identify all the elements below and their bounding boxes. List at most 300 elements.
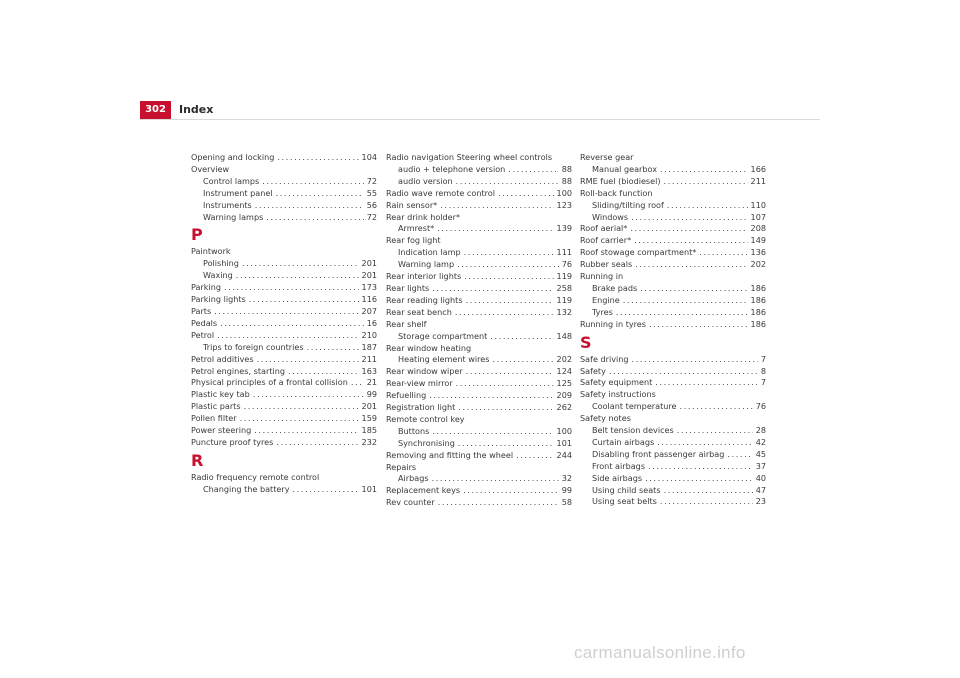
- index-entry: [386, 450, 572, 462]
- entry-page: 173: [361, 282, 377, 293]
- entry-page: 232: [361, 436, 377, 447]
- dot-leader: [616, 307, 748, 319]
- entry-label: Petrol additives: [191, 353, 254, 364]
- index-entry: [386, 295, 572, 307]
- entry-page: 100: [556, 425, 572, 436]
- entry-page: 123: [556, 199, 572, 210]
- entry-page: 208: [750, 223, 766, 234]
- entry-page: 185: [361, 425, 377, 436]
- entry-page: 244: [556, 449, 572, 460]
- index-subentry: [386, 247, 572, 259]
- index-entry: [386, 366, 572, 378]
- dot-leader: [214, 306, 358, 318]
- dot-leader: [351, 377, 364, 389]
- dot-leader: [224, 282, 359, 294]
- page-header: [140, 101, 820, 120]
- entry-label: Rear interior lights: [386, 271, 462, 282]
- entry-label: Power steering: [191, 425, 252, 436]
- entry-label: Rubber seals: [580, 259, 633, 270]
- entry-label: Storage compartment: [398, 330, 488, 341]
- index-column-2: [386, 152, 572, 509]
- index-entry: [386, 307, 572, 319]
- entry-label: Indication lamp: [398, 247, 461, 258]
- index-subentry: [386, 331, 572, 343]
- index-subentry: [580, 425, 766, 437]
- entry-label: Rear shelf: [386, 318, 427, 329]
- dot-leader: [249, 294, 359, 306]
- entry-label: Rain sensor*: [386, 199, 438, 210]
- entry-label: Registration light: [386, 402, 456, 413]
- entry-label: Petrol: [191, 329, 215, 340]
- entry-page: 136: [750, 247, 766, 258]
- entry-page: 119: [556, 294, 572, 305]
- index-heading: [386, 343, 572, 355]
- entry-label: Using seat belts: [592, 496, 657, 507]
- index-column-1: [191, 152, 377, 496]
- index-entry: [386, 200, 572, 212]
- dot-leader: [657, 437, 753, 449]
- index-heading: [386, 414, 572, 426]
- entry-page: 148: [556, 330, 572, 341]
- entry-page: 201: [361, 258, 377, 269]
- entry-label: Roll-back function: [580, 187, 653, 198]
- entry-label: Removing and fitting the wheel: [386, 449, 514, 460]
- entry-label: Tyres: [592, 306, 613, 317]
- entry-page: 258: [556, 282, 572, 293]
- entry-page: 72: [366, 211, 377, 222]
- entry-label: Instrument panel: [203, 187, 273, 198]
- page-number: 302: [140, 101, 171, 119]
- dot-leader: [438, 497, 559, 509]
- index-entry: [191, 389, 377, 401]
- entry-label: Roof carrier*: [580, 235, 632, 246]
- watermark: carmanualsonline.info: [574, 643, 746, 662]
- index-subentry: [580, 212, 766, 224]
- entry-label: Rear window heating: [386, 342, 472, 353]
- index-heading: [386, 462, 572, 474]
- dot-leader: [498, 188, 554, 200]
- index-subentry: [386, 354, 572, 366]
- entry-page: 124: [556, 366, 572, 377]
- entry-label: Radio wave remote control: [386, 187, 495, 198]
- index-entry: [386, 497, 572, 509]
- entry-page: 201: [361, 401, 377, 412]
- index-subentry: [580, 473, 766, 485]
- dot-leader: [609, 366, 758, 378]
- entry-page: 149: [750, 235, 766, 246]
- index-heading: [386, 152, 572, 164]
- dot-leader: [635, 259, 747, 271]
- entry-page: 28: [755, 425, 766, 436]
- index-heading: [386, 319, 572, 331]
- index-entry: [191, 294, 377, 306]
- dot-leader: [254, 425, 358, 437]
- entry-label: Running in tyres: [580, 318, 646, 329]
- entry-page: 211: [750, 175, 766, 186]
- dot-leader: [217, 330, 358, 342]
- dot-leader: [440, 200, 553, 212]
- index-entry: [386, 485, 572, 497]
- entry-page: 7: [760, 353, 766, 364]
- entry-label: Rear reading lights: [386, 294, 463, 305]
- index-entry: [191, 413, 377, 425]
- entry-page: 211: [361, 353, 377, 364]
- index-entry: [386, 188, 572, 200]
- entry-label: Plastic key tab: [191, 389, 250, 400]
- entry-label: Warning lamp: [398, 259, 455, 270]
- dot-leader: [655, 377, 758, 389]
- entry-label: Pedals: [191, 317, 218, 328]
- entry-label: Replacement keys: [386, 485, 461, 496]
- index-subentry: [191, 212, 377, 224]
- dot-leader: [645, 473, 753, 485]
- entry-page: 58: [561, 497, 572, 508]
- entry-page: 186: [750, 306, 766, 317]
- index-subentry: [191, 188, 377, 200]
- entry-label: Reverse gear: [580, 152, 634, 162]
- index-subentry: [191, 176, 377, 188]
- index-entry: [580, 319, 766, 331]
- entry-page: 119: [556, 271, 572, 282]
- entry-label: Rear drink holder*: [386, 211, 461, 222]
- dot-leader: [464, 247, 554, 259]
- dot-leader: [466, 295, 554, 307]
- entry-label: Sliding/tilting roof: [592, 199, 664, 210]
- entry-label: Rear fog light: [386, 235, 441, 246]
- entry-label: Trips to foreign countries: [203, 341, 304, 352]
- dot-leader: [516, 450, 553, 462]
- index-subentry: [386, 438, 572, 450]
- index-subentry: [191, 200, 377, 212]
- dot-leader: [727, 449, 752, 461]
- dot-leader: [466, 366, 554, 378]
- entry-page: 186: [750, 282, 766, 293]
- index-column-3: [580, 152, 766, 508]
- entry-label: Side airbags: [592, 472, 643, 483]
- dot-leader: [456, 378, 554, 390]
- index-entry: [191, 401, 377, 413]
- index-heading: [191, 246, 377, 258]
- entry-label: Safety notes: [580, 413, 631, 424]
- index-heading: [580, 152, 766, 164]
- dot-leader: [429, 390, 553, 402]
- dot-leader: [307, 342, 359, 354]
- entry-label: Airbags: [398, 473, 429, 484]
- entry-label: Petrol engines, starting: [191, 365, 286, 376]
- entry-label: Puncture proof tyres: [191, 436, 274, 447]
- index-entry: [386, 283, 572, 295]
- index-entry: [580, 366, 766, 378]
- entry-page: 139: [556, 223, 572, 234]
- entry-page: 111: [556, 247, 572, 258]
- entry-page: 76: [561, 259, 572, 270]
- entry-page: 262: [556, 402, 572, 413]
- entry-page: 21: [366, 377, 377, 388]
- entry-page: 107: [750, 211, 766, 222]
- entry-label: Front airbags: [592, 460, 646, 471]
- entry-label: Plastic parts: [191, 401, 241, 412]
- index-entry: [191, 318, 377, 330]
- dot-leader: [667, 200, 748, 212]
- dot-leader: [632, 354, 758, 366]
- index-entry: [191, 366, 377, 378]
- entry-label: Safe driving: [580, 353, 629, 364]
- entry-label: Rear-view mirror: [386, 378, 453, 389]
- entry-label: Overview: [191, 163, 230, 174]
- dot-leader: [277, 152, 358, 164]
- entry-label: Roof aerial*: [580, 223, 628, 234]
- entry-label: Paintwork: [191, 246, 231, 257]
- entry-label: Buttons: [398, 425, 430, 436]
- entry-label: Coolant temperature: [592, 401, 677, 412]
- entry-page: 72: [366, 175, 377, 186]
- dot-leader: [660, 496, 753, 508]
- entry-label: Polishing: [203, 258, 239, 269]
- entry-page: 104: [361, 152, 377, 162]
- index-entry: [580, 377, 766, 389]
- index-subentry: [580, 164, 766, 176]
- index-heading: [386, 235, 572, 247]
- entry-page: 202: [556, 354, 572, 365]
- entry-label: Warning lamps: [203, 211, 264, 222]
- entry-page: 100: [556, 187, 572, 198]
- dot-leader: [236, 270, 359, 282]
- entry-label: Heating element wires: [398, 354, 490, 365]
- entry-page: 42: [755, 436, 766, 447]
- entry-label: Manual gearbox: [592, 163, 658, 174]
- entry-page: 16: [366, 317, 377, 328]
- dot-leader: [623, 295, 748, 307]
- index-entry: [386, 271, 572, 283]
- index-entry: [580, 235, 766, 247]
- entry-label: Changing the battery: [203, 483, 290, 494]
- index-heading: [191, 164, 377, 176]
- dot-leader: [266, 212, 363, 224]
- index-entry: [191, 306, 377, 318]
- index-entry: [191, 354, 377, 366]
- entry-label: Waxing: [203, 270, 233, 281]
- index-subentry: [580, 461, 766, 473]
- index-entry: [191, 425, 377, 437]
- entry-page: 32: [561, 473, 572, 484]
- dot-leader: [262, 176, 363, 188]
- dot-leader: [463, 485, 559, 497]
- entry-page: 207: [361, 305, 377, 316]
- entry-page: 132: [556, 306, 572, 317]
- index-subentry: [386, 426, 572, 438]
- index-subentry: [386, 176, 572, 188]
- entry-label: Safety instructions: [580, 389, 656, 400]
- entry-page: 56: [366, 199, 377, 210]
- entry-label: Disabling front passenger airbag: [592, 448, 725, 459]
- dot-leader: [492, 354, 553, 366]
- entry-label: Engine: [592, 294, 620, 305]
- index-entry: [580, 259, 766, 271]
- entry-page: 47: [755, 484, 766, 495]
- dot-leader: [257, 354, 359, 366]
- entry-label: audio version: [398, 175, 453, 186]
- section-letter: S: [580, 332, 592, 352]
- index-subentry: [580, 307, 766, 319]
- entry-label: Refuelling: [386, 390, 427, 401]
- entry-page: 23: [755, 496, 766, 507]
- index-subentry: [386, 223, 572, 235]
- index-heading: [580, 271, 766, 283]
- dot-leader: [456, 176, 559, 188]
- dot-leader: [242, 258, 359, 270]
- entry-page: 201: [361, 270, 377, 281]
- section-letter: P: [191, 225, 203, 245]
- entry-label: Curtain airbags: [592, 436, 655, 447]
- index-subentry: [191, 342, 377, 354]
- entry-page: 37: [755, 460, 766, 471]
- dot-leader: [457, 259, 559, 271]
- dot-leader: [680, 401, 753, 413]
- entry-page: 88: [561, 175, 572, 186]
- entry-page: 99: [561, 485, 572, 496]
- index-subentry: [580, 437, 766, 449]
- dot-leader: [276, 437, 358, 449]
- dot-leader: [640, 283, 747, 295]
- index-entry: [386, 378, 572, 390]
- entry-label: Running in: [580, 271, 624, 282]
- index-subentry: [191, 484, 377, 496]
- entry-page: 202: [750, 259, 766, 270]
- index-entry: [191, 282, 377, 294]
- index-heading: [580, 188, 766, 200]
- entry-page: 101: [556, 437, 572, 448]
- entry-label: Windows: [592, 211, 629, 222]
- dot-leader: [677, 425, 753, 437]
- entry-label: Roof stowage compartment*: [580, 247, 697, 258]
- dot-leader: [244, 401, 359, 413]
- entry-page: 40: [755, 472, 766, 483]
- dot-leader: [508, 164, 558, 176]
- entry-label: Repairs: [386, 461, 417, 472]
- dot-leader: [276, 188, 364, 200]
- dot-leader: [664, 485, 753, 497]
- dot-leader: [664, 176, 748, 188]
- entry-page: 99: [366, 389, 377, 400]
- index-subentry: [580, 449, 766, 461]
- entry-label: Radio navigation Steering wheel controls: [386, 152, 553, 162]
- index-heading: [580, 389, 766, 401]
- index-subentry: [386, 164, 572, 176]
- index-entry: [580, 223, 766, 235]
- entry-page: 7: [760, 377, 766, 388]
- entry-label: Belt tension devices: [592, 425, 674, 436]
- dot-leader: [699, 247, 747, 259]
- index-heading: [191, 472, 377, 484]
- dot-leader: [649, 319, 748, 331]
- dot-leader: [293, 484, 359, 496]
- dot-leader: [634, 235, 747, 247]
- entry-label: Opening and locking: [191, 152, 275, 162]
- index-entry: [580, 247, 766, 259]
- entry-label: Parts: [191, 305, 212, 316]
- section-letter: R: [191, 450, 204, 470]
- page-title: Index: [179, 103, 214, 116]
- entry-page: 45: [755, 448, 766, 459]
- entry-label: Instruments: [203, 199, 252, 210]
- entry-label: Remote control key: [386, 413, 465, 424]
- entry-page: 76: [755, 401, 766, 412]
- entry-page: 163: [361, 365, 377, 376]
- entry-page: 125: [556, 378, 572, 389]
- entry-label: Control lamps: [203, 175, 260, 186]
- index-subentry: [386, 473, 572, 485]
- index-subentry: [580, 283, 766, 295]
- dot-leader: [648, 461, 753, 473]
- entry-label: Parking lights: [191, 294, 246, 305]
- entry-page: 110: [750, 199, 766, 210]
- dot-leader: [464, 271, 553, 283]
- entry-label: RME fuel (biodiesel): [580, 175, 661, 186]
- dot-leader: [458, 438, 554, 450]
- index-heading: [580, 413, 766, 425]
- dot-leader: [490, 331, 553, 343]
- dot-leader: [432, 473, 559, 485]
- entry-page: 166: [750, 163, 766, 174]
- index-entry: [386, 402, 572, 414]
- index-entry: [191, 377, 377, 389]
- entry-page: 116: [361, 294, 377, 305]
- dot-leader: [432, 426, 553, 438]
- index-heading: [386, 212, 572, 224]
- entry-page: 210: [361, 329, 377, 340]
- entry-page: 101: [361, 483, 377, 494]
- index-subentry: [580, 200, 766, 212]
- index-subentry: [580, 485, 766, 497]
- dot-leader: [253, 389, 364, 401]
- index-entry: [580, 354, 766, 366]
- index-subentry: [580, 295, 766, 307]
- index-entry: [386, 390, 572, 402]
- entry-label: Safety: [580, 365, 606, 376]
- index-entry: [580, 176, 766, 188]
- index-entry: [191, 437, 377, 449]
- entry-page: 187: [361, 341, 377, 352]
- entry-label: Using child seats: [592, 484, 661, 495]
- index-subentry: [191, 258, 377, 270]
- index-subentry: [191, 270, 377, 282]
- entry-label: Rear seat bench: [386, 306, 452, 317]
- entry-label: Synchronising: [398, 437, 455, 448]
- entry-page: 209: [556, 390, 572, 401]
- entry-label: Parking: [191, 282, 222, 293]
- entry-page: 186: [750, 294, 766, 305]
- entry-label: Armrest*: [398, 223, 435, 234]
- dot-leader: [458, 402, 553, 414]
- entry-page: 88: [561, 163, 572, 174]
- dot-leader: [288, 366, 359, 378]
- dot-leader: [220, 318, 364, 330]
- index-entry: [191, 152, 377, 164]
- entry-label: audio + telephone version: [398, 163, 506, 174]
- entry-page: 55: [366, 187, 377, 198]
- entry-label: Rev counter: [386, 497, 435, 508]
- dot-leader: [240, 413, 359, 425]
- dot-leader: [630, 223, 747, 235]
- index-subentry: [580, 401, 766, 413]
- dot-leader: [631, 212, 747, 224]
- entry-label: Safety equipment: [580, 377, 653, 388]
- entry-label: Rear window wiper: [386, 366, 463, 377]
- dot-leader: [455, 307, 554, 319]
- index-entry: [191, 330, 377, 342]
- entry-page: 8: [760, 365, 766, 376]
- entry-label: Physical principles of a frontal collision: [191, 377, 348, 388]
